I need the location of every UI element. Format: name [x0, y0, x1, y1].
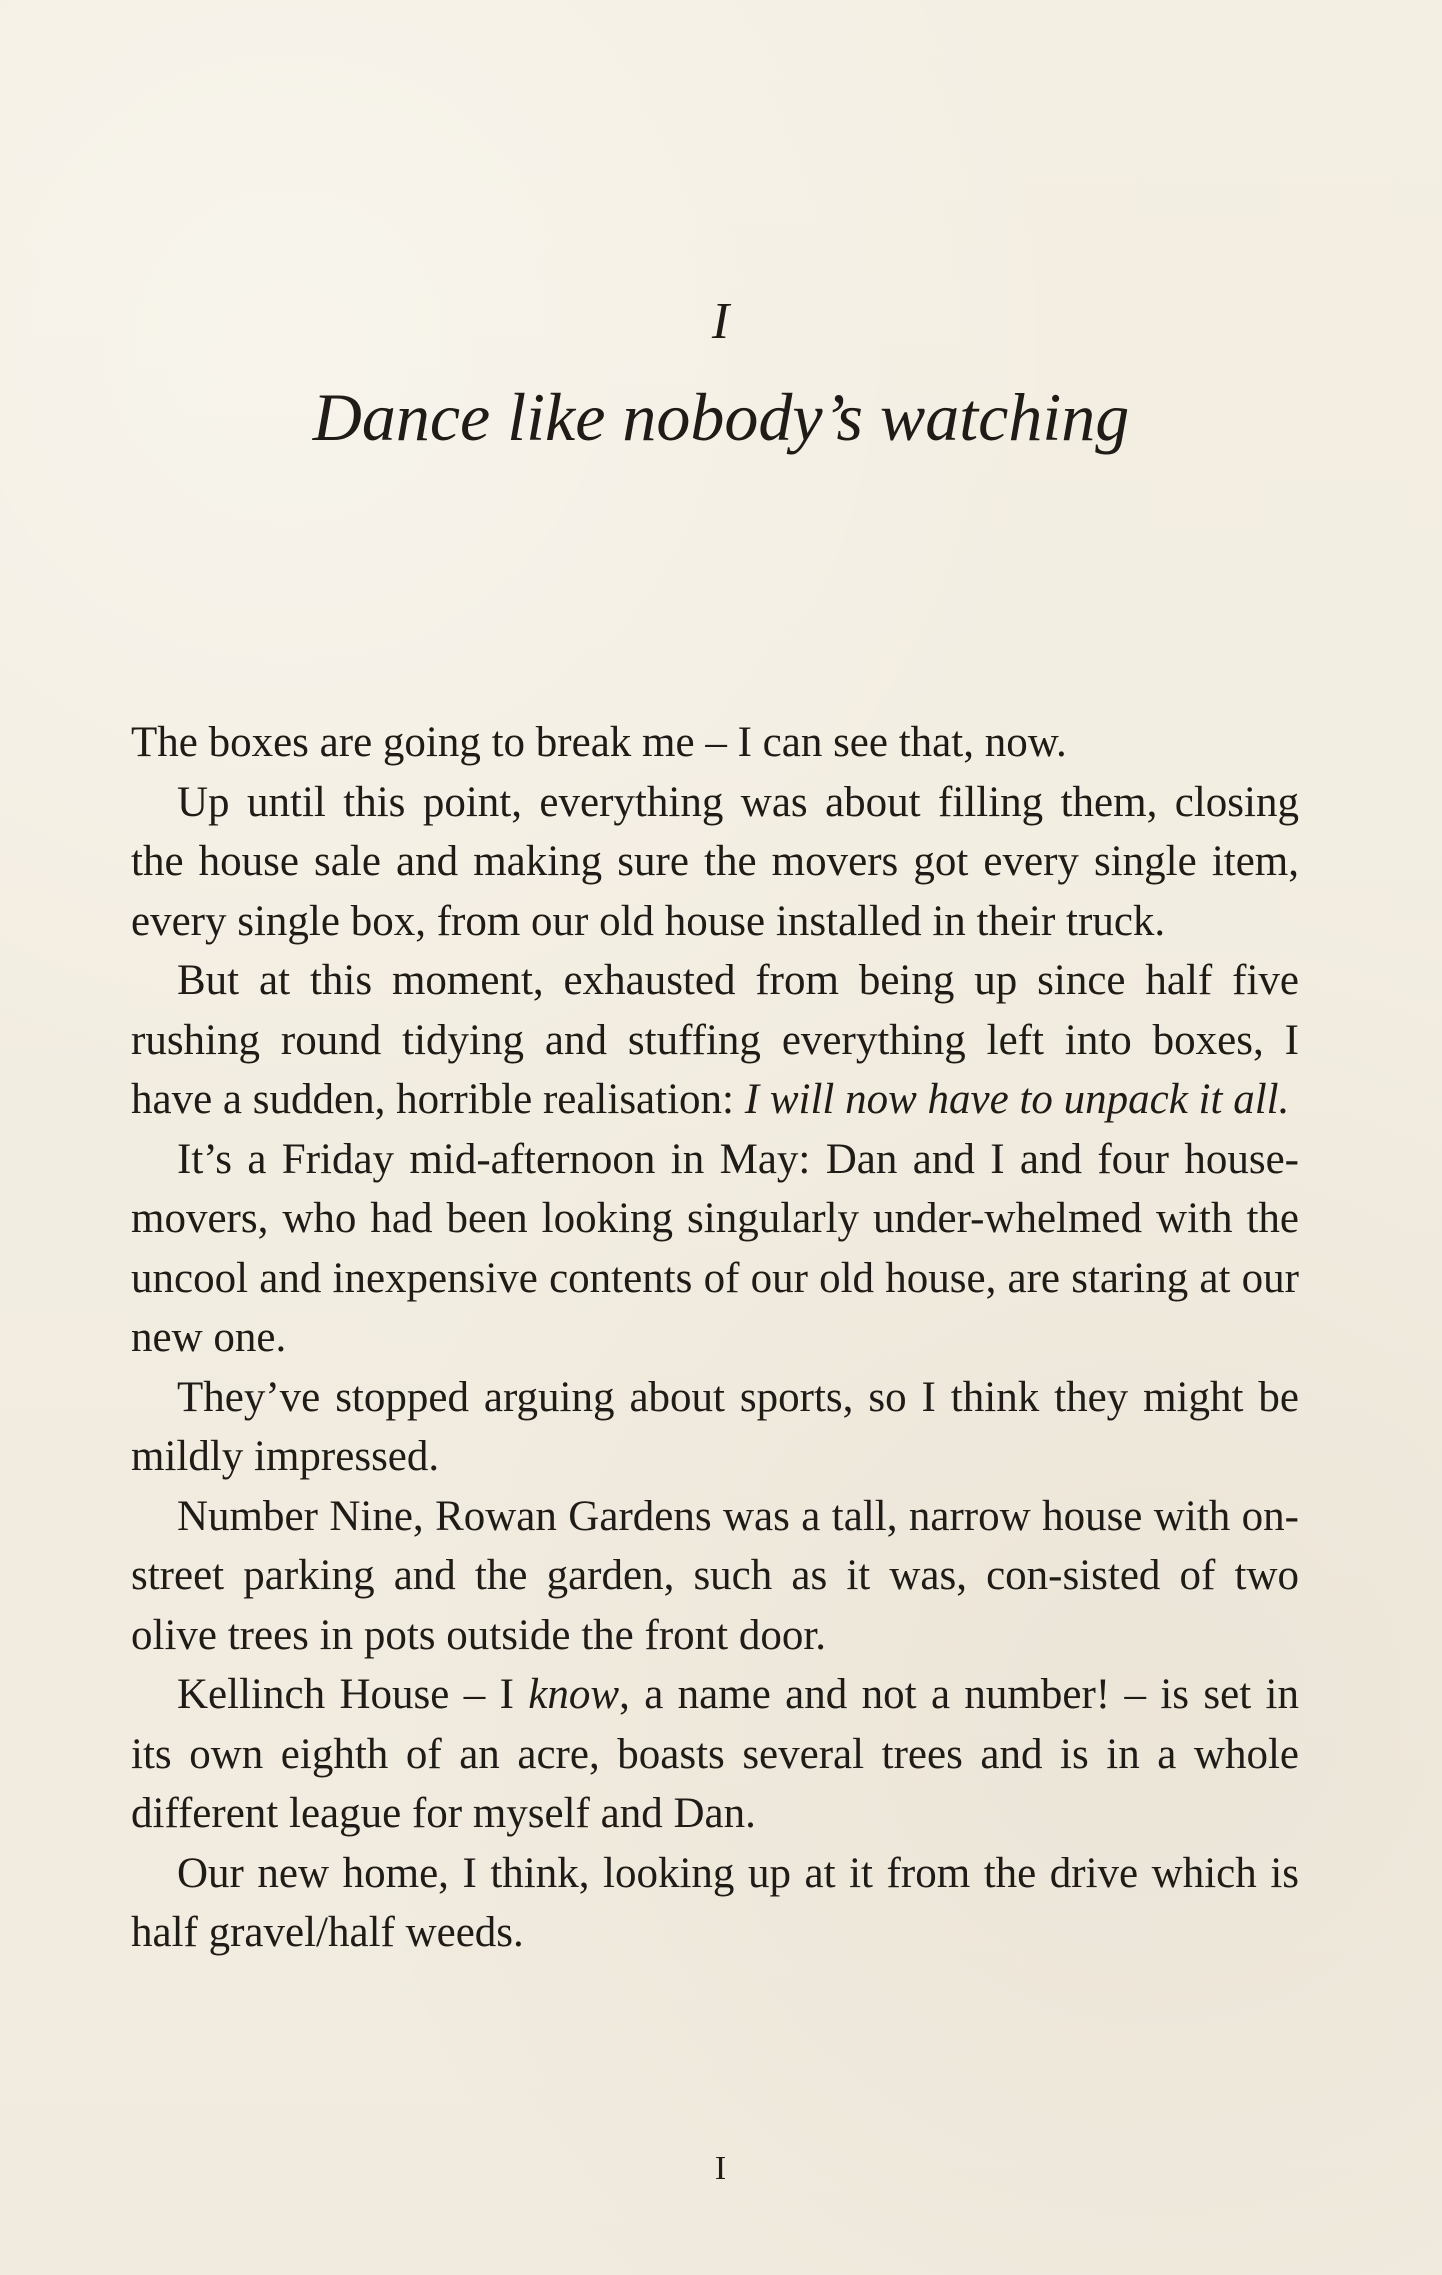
paragraph-7-start: Kellinch House – I: [177, 1671, 529, 1718]
paragraph-7-emphasis: know: [528, 1671, 620, 1718]
paragraph-3: [131, 951, 1299, 1130]
paragraph-7: [131, 1665, 1299, 1844]
paragraph-6: Number Nine, Rowan Gardens was a tall, narrow house with on-street parking and the garden, such as it was, con-sisted of two olive trees in pots outside the front door.: [131, 1492, 1299, 1659]
paragraph-3-emphasis: I will now have to unpack it all.: [744, 1076, 1290, 1123]
chapter-title: Dance like nobody’s watching: [312, 379, 1130, 455]
paragraph-1: The boxes are going to break me – I can see that, now.: [131, 719, 1067, 766]
page-number: I: [714, 2150, 728, 2187]
paragraph-3-text: But at this moment, exhausted from being up since half five rushing round tidying and stuffing everything left into boxes, I have a sudden, horrible realisation:: [131, 957, 1299, 1123]
chapter-number: I: [711, 293, 731, 350]
paragraph-7-end: , a name and not a number! – is set in its own eighth of an acre, boasts several trees and is in a whole different league for myself and Dan.: [131, 1671, 1299, 1837]
paragraph-8: Our new home, I think, looking up at it from the drive which is half gravel/half weeds.: [131, 1849, 1299, 1956]
paragraph-2: Up until this point, everything was about filling them, closing the house sale and making sure the movers got every single item, every single box, from our old house installed in their truck.: [131, 778, 1299, 945]
paragraph-5: They’ve stopped arguing about sports, so I think they might be mildly impressed.: [131, 1373, 1299, 1480]
chapter-body: [131, 713, 1299, 1963]
paragraph-4: It’s a Friday mid-afternoon in May: Dan and I and four house-movers, who had been looking singularly under-whelmed with the uncool and inexpensive contents of our old house, are staring at our new one.: [131, 1135, 1299, 1361]
